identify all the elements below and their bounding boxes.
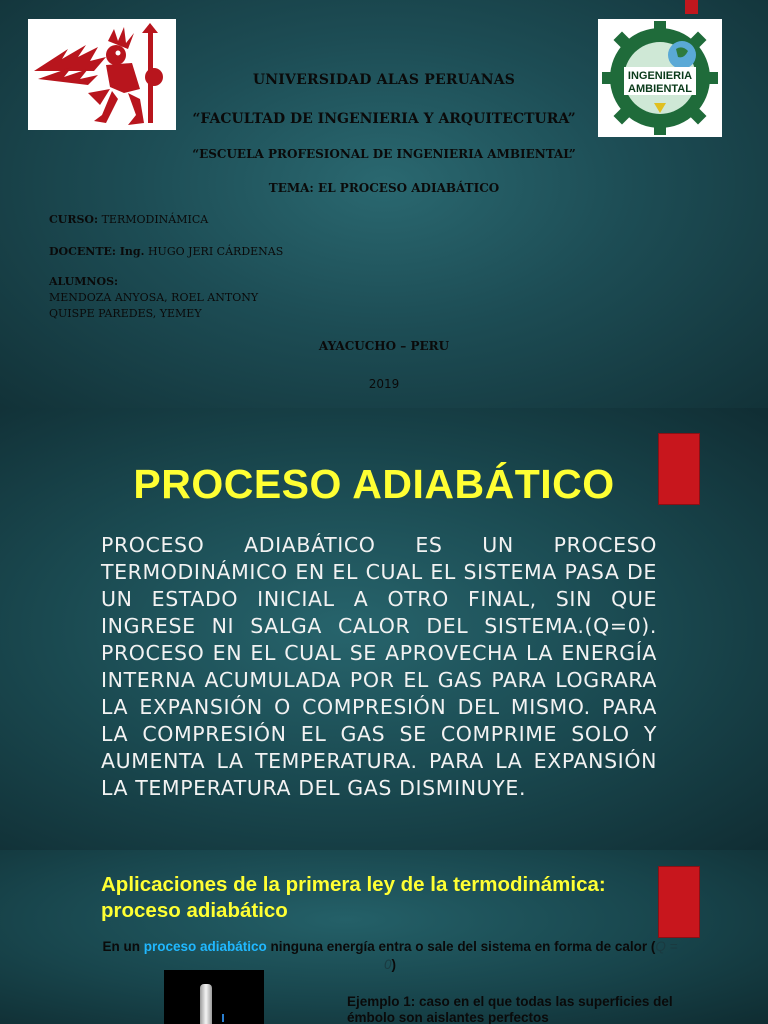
student-name: QUISPE PAREDES, YEMEY (49, 307, 202, 320)
course-label: CURSO: (49, 213, 99, 226)
school-name: “ESCUELA PROFESIONAL DE INGENIERIA AMBIENTAL” (192, 147, 576, 161)
intro-highlight-link[interactable]: proceso adiabático (143, 939, 267, 954)
course-line (49, 213, 208, 226)
example-text: Ejemplo 1: caso en el que todas las superficies del émbolo son aislantes perfectos (347, 994, 673, 1024)
logo-text-1: INGENIERIA (627, 70, 693, 82)
university-name: UNIVERSIDAD ALAS PERUANAS (252, 72, 516, 88)
piston-image (164, 970, 264, 1024)
slide-title: PROCESO ADIABÁTICO (133, 461, 615, 507)
corner-accent (685, 0, 698, 14)
teacher-line (49, 245, 283, 258)
definition-slide (0, 408, 768, 850)
intro-pre: En un (102, 939, 144, 954)
faculty-name: “FACULTAD DE INGENIERIA Y ARQUITECTURA” (192, 111, 576, 127)
intro-close: ) (391, 957, 396, 972)
piston-icon (200, 984, 212, 1024)
course-value: TERMODINÁMICA (98, 213, 209, 226)
teacher-label: DOCENTE: Ing. (49, 245, 145, 258)
students-label: ALUMNOS: (49, 275, 119, 288)
intro-text (100, 938, 680, 974)
equation: Q = 0 (383, 939, 678, 972)
student-name: MENDOZA ANYOSA, ROEL ANTONY (49, 291, 259, 304)
cover-slide (0, 0, 768, 408)
topic-title: TEMA: EL PROCESO ADIABÁTICO (268, 181, 500, 195)
intro-post: ninguna energía entra o sale del sistema en forma de calor ( (266, 939, 656, 954)
slide-title: Aplicaciones de la primera ley de la termodinámica: proceso adiabático (101, 873, 606, 922)
red-accent-bar (658, 866, 700, 938)
teacher-value: HUGO JERI CÁRDENAS (144, 245, 284, 258)
logo-text-2: AMBIENTAL (628, 83, 692, 95)
marker-icon (222, 1014, 224, 1022)
applications-slide (0, 850, 768, 1024)
year: 2019 (368, 377, 400, 391)
slide-body: PROCESO ADIABÁTICO ES UN PROCESO TERMODINÁMICO EN EL CUAL EL SISTEMA PASA DE UN ESTADO INICIAL A OTRO FINAL, SIN QUE INGRESE NI SALGA CALOR DEL SISTEMA.(Q=0). PROCESO EN EL CUAL SE APROVECHA LA ENERGÍA INTERNA ACUMULADA POR EL GAS PARA LOGRARA LA EXPANSIÓN O COMPRESIÓN DEL MISMO. PARA LA COMPRESIÓN EL GAS SE COMPRIME SOLO Y AUMENTA LA TEMPERATURA. PARA LA EXPANSIÓN LA TEMPERATURA DEL GAS DISMINUYE. (101, 533, 657, 800)
location: AYACUCHO – PERU (318, 339, 450, 353)
